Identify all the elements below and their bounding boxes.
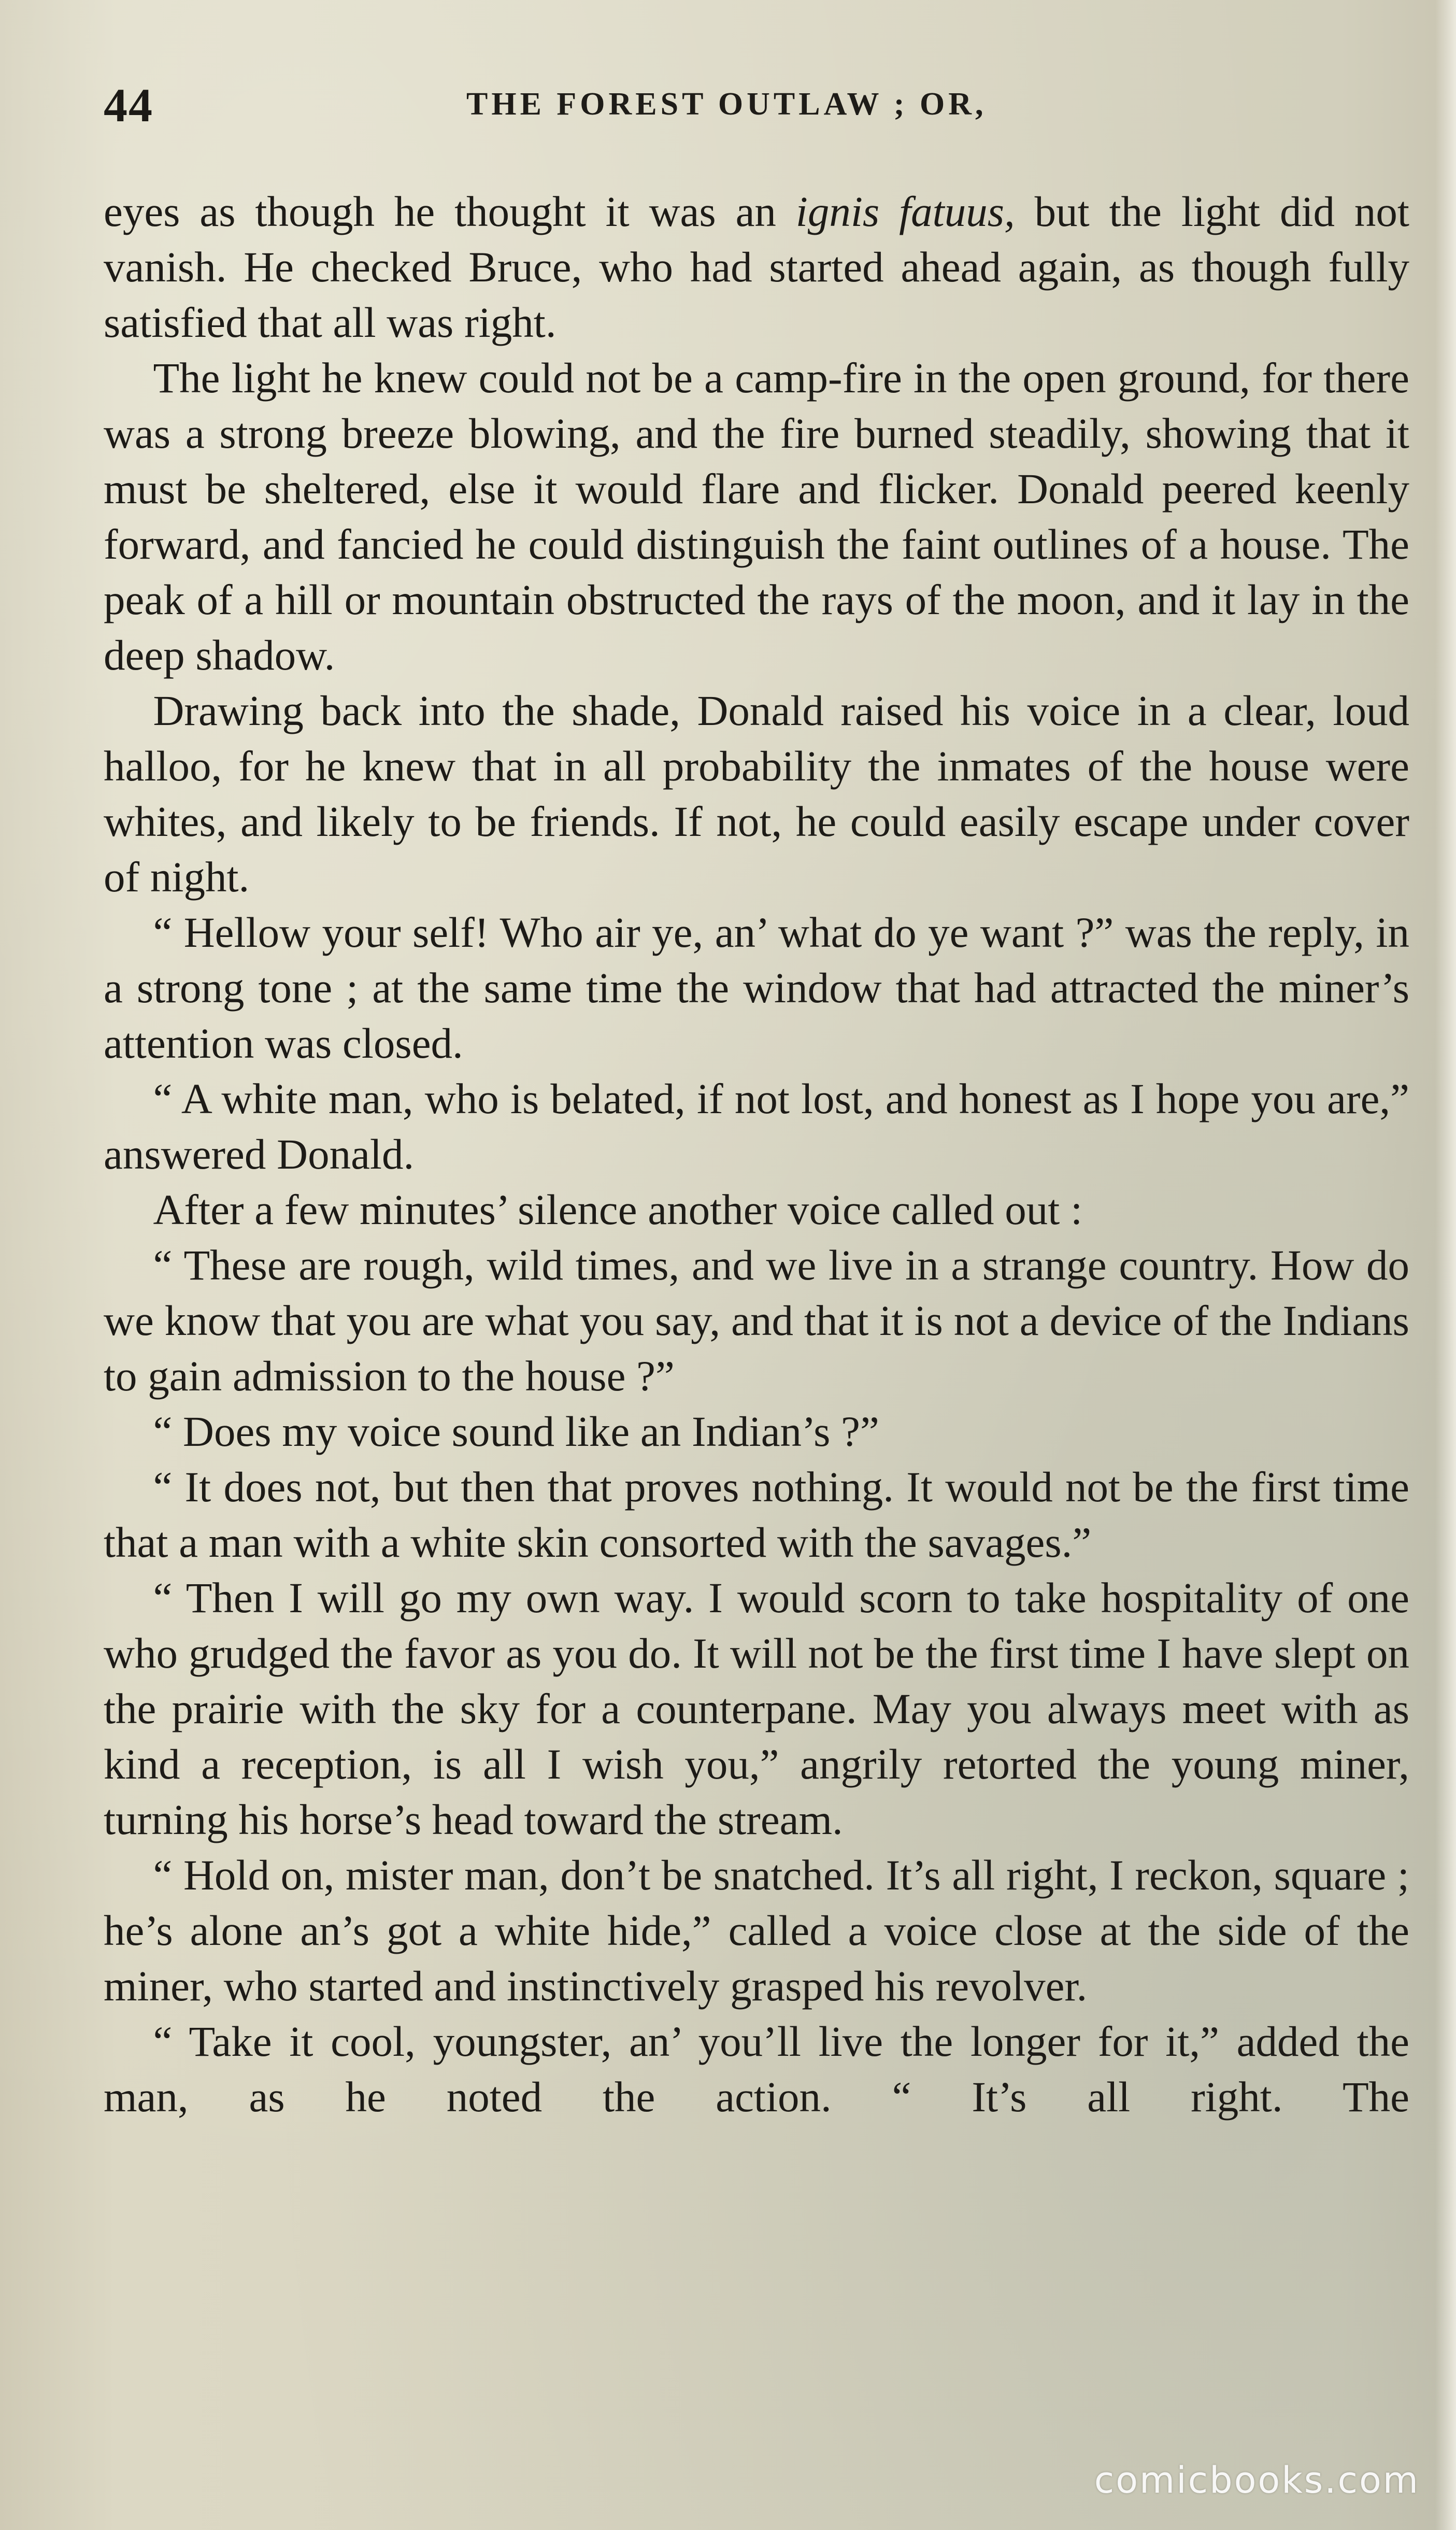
body-text xyxy=(104,184,1409,2125)
page-header xyxy=(104,78,1409,140)
paragraph: “ Hold on, mister man, don’t be snatched. It’s all right, I reckon, square ; he’s alone an’s got a white hide,” called a voice close at the side of the miner, who started and instinctively grasped his revolver. xyxy=(104,1851,1409,2010)
paragraph: Drawing back into the shade, Donald raised his voice in a clear, loud halloo, for he knew that in all probability the inmates of the house were whites, and likely to be friends. If not, he could easily escape under cover of night. xyxy=(104,687,1409,901)
running-head: THE FOREST OUTLAW ; OR, xyxy=(466,87,987,122)
paragraph: “ Does my voice sound like an Indian’s ?” xyxy=(153,1408,879,1455)
page-number: 44 xyxy=(104,79,153,132)
paragraph: “ It does not, but then that proves nothing. It would not be the first time that a man with a white skin consorted with the savages.” xyxy=(104,1463,1409,1566)
paragraph xyxy=(104,184,1409,350)
paragraph: “ These are rough, wild times, and we live in a strange country. How do we know that you are what you say, and that it is not a device of the Indians to gain admission to the house ?” xyxy=(104,1241,1409,1400)
paragraph: “ Hellow your self! Who air ye, an’ what do ye want ?” was the reply, in a strong tone ; at the same time the window that had attracted the miner’s attention was closed. xyxy=(104,908,1409,1067)
page-edge xyxy=(1435,0,1456,2530)
watermark: comicbooks.com xyxy=(1094,2459,1420,2501)
paragraph-text: but the light did not vanish. He checked Bruce, who had started ahead again, as though fully satisfied that all was right. xyxy=(104,188,1409,346)
paragraph: “ A white man, who is belated, if not lost, and honest as I hope you are,” answered Donald. xyxy=(104,1075,1409,1178)
paragraph-text: eyes as though he thought it was an xyxy=(104,188,796,235)
paragraph: After a few minutes’ silence another voice called out : xyxy=(153,1186,1083,1233)
paragraph: The light he knew could not be a camp-fire in the open ground, for there was a strong breeze blowing, and the fire burned steadily, showing that it must be sheltered, else it would flare and flicker. Donald peered keenly forward, and fancied he could distinguish the faint outlines of a house. The peak of a hill or mountain obstructed the rays of the moon, and it lay in the deep shadow. xyxy=(104,354,1409,679)
paragraph: “ Take it cool, youngster, an’ you’ll live the longer for it,” added the man, as he noted the action. “ It’s all right. The xyxy=(104,2017,1409,2121)
italic-phrase: ignis fatuus, xyxy=(795,188,1015,235)
paragraph: “ Then I will go my own way. I would scorn to take hospitality of one who grudged the favor as you do. It will not be the first time I have slept on the prairie with the sky for a counterpane. May you always meet with as kind a reception, is all I wish you,” angrily retorted the young miner, turning his horse’s head toward the stream. xyxy=(104,1574,1409,1843)
